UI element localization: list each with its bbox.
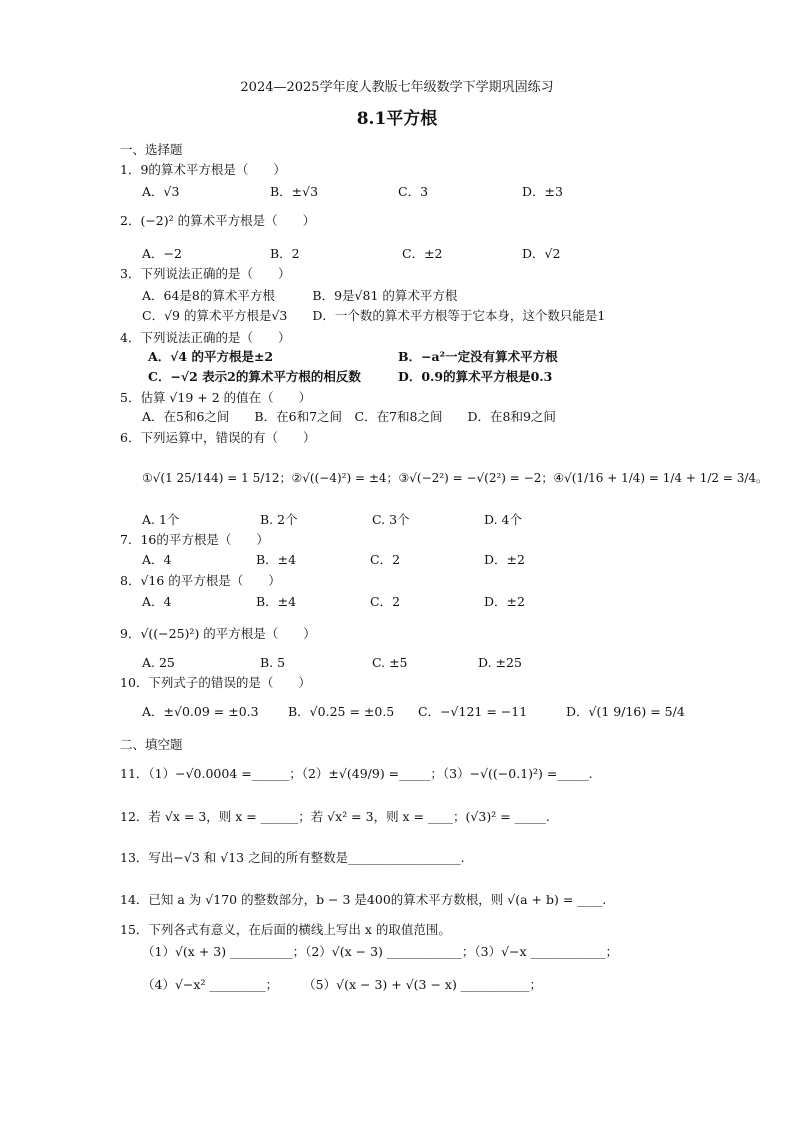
section-title: 8.1平方根 [356,109,438,129]
question-13: 13．写出−√3 和 √13 之间的所有整数是__________________. [120,850,465,865]
q1-option-d: D．±3 [522,184,563,199]
q10-option-b: B．√0.25 = ±0.5 [288,704,395,719]
q2-option-b: B．2 [270,246,300,261]
q8-option-c: C．2 [370,594,401,609]
q6-expressions: ①√(1 25/144) = 1 5/12；②√((−4)²) = ±4；③√(−2²) = −√(2²) = −2；④√(1/16 + 1/4) = 1/4 + 1/2 = 3/4。 [142,471,769,485]
q6-option-b: B. 2个 [260,512,298,527]
question-4-stem: 4．下列说法正确的是（ ） [120,330,291,345]
q9-option-d: D. ±25 [478,655,522,670]
q10-option-a: A．±√0.09 = ±0.3 [142,704,259,719]
q1-option-b: B．±√3 [270,184,319,199]
question-5-stem: 5．估算 √19 + 2 的值在（ ） [120,390,312,405]
q6-option-a: A. 1个 [142,512,180,527]
q10-option-c: C．−√121 = −11 [418,704,528,719]
q6-option-c: C. 3个 [372,512,410,527]
question-8-stem: 8．√16 的平方根是（ ） [120,573,281,588]
q3-options-cd: C．√9 的算术平方根是√3 D．一个数的算术平方根等于它本身，这个数只能是1 [142,308,606,323]
question-7-stem: 7．16的平方根是（ ） [120,532,269,547]
question-14: 14．已知 a 为 √170 的整数部分，b − 3 是400的算术平方数根，则 √(a + b) = ____. [120,892,607,907]
document-title: 2024—2025学年度人教版七年级数学下学期巩固练习 [240,80,554,95]
q9-option-c: C. ±5 [372,655,408,670]
q1-option-c: C．3 [398,184,429,199]
q4-option-d: D．0.9的算术平方根是0.3 [398,369,553,384]
question-6-stem: 6．下列运算中，错误的有（ ） [120,430,316,445]
section-fill-heading: 二、填空题 [120,737,183,752]
q6-option-d: D. 4个 [484,512,522,527]
q2-option-a: A．−2 [142,246,182,261]
q2-option-c: C．±2 [402,246,443,261]
question-15-stem: 15．下列各式有意义，在后面的横线上写出 x 的取值范围。 [120,922,451,937]
q1-option-a: A．√3 [142,184,180,199]
question-11: 11．（1）−√0.0004 =______；（2）±√(49/9) =_____；（3）−√((−0.1)²) =_____. [120,766,593,781]
section-choice-heading: 一、选择题 [120,142,183,157]
question-1-stem: 1．9的算术平方根是（ ） [120,162,286,177]
q9-option-a: A. 25 [142,655,175,670]
q8-option-b: B．±4 [256,594,297,609]
q7-option-d: D．±2 [484,552,525,567]
q2-option-d: D．√2 [522,246,561,261]
question-2-stem: 2．(−2)² 的算术平方根是（ ） [120,213,316,228]
q9-option-b: B. 5 [260,655,286,670]
question-15-row-1: （1）√(x + 3) __________；（2）√(x − 3) ____________；（3）√−x ____________； [142,944,619,959]
q8-option-a: A．4 [142,594,172,609]
q7-option-b: B．±4 [256,552,297,567]
q8-option-d: D．±2 [484,594,525,609]
question-3-stem: 3．下列说法正确的是（ ） [120,266,291,281]
q10-option-d: D．√(1 9/16) = 5/4 [566,704,685,719]
q5-options: A．在5和6之间 B．在6和7之间 C．在7和8之间 D．在8和9之间 [142,409,556,424]
q7-option-a: A．4 [142,552,172,567]
question-9-stem: 9．√((−25)²) 的平方根是（ ） [120,626,316,641]
question-12: 12．若 √x = 3，则 x = ______；若 √x² = 3，则 x = ____；(√3)² = _____. [120,809,550,824]
question-10-stem: 10．下列式子的错误的是（ ） [120,675,311,690]
question-15-row-2: （4）√−x² _________； （5）√(x − 3) + √(3 − x) ___________； [142,977,543,992]
q7-option-c: C．2 [370,552,401,567]
q4-option-b: B．−a²一定没有算术平方根 [398,349,558,364]
q4-option-a: A．√4 的平方根是±2 [148,349,274,364]
q3-options-ab: A．64是8的算术平方根 B．9是√81 的算术平方根 [142,288,458,303]
q4-option-c: C．−√2 表示2的算术平方根的相反数 [148,369,361,384]
